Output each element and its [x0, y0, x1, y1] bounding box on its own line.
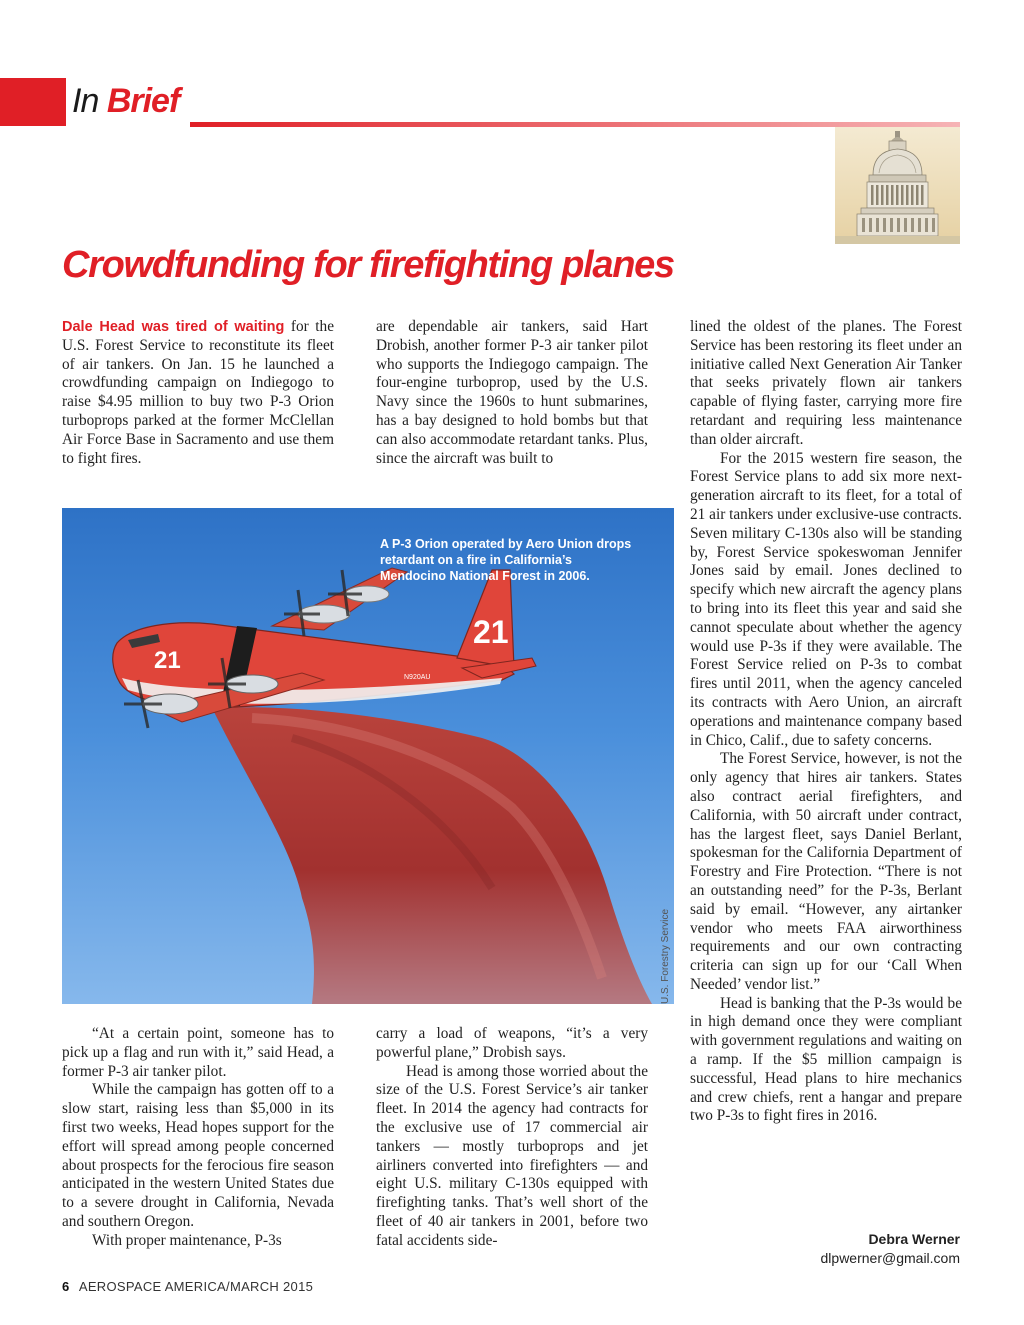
column-2-bottom — [376, 1025, 648, 1251]
publication-name: AEROSPACE AMERICA/MARCH 2015 — [78, 1279, 314, 1294]
tail-number: 21 — [473, 614, 509, 650]
column-2-top — [376, 318, 648, 468]
registration-number: N920AU — [404, 674, 431, 681]
article-paragraph: Head is banking that the P-3s would be in high demand once they were compliant with government regulations and waiting on a ramp. If the $5 million campaign is successful, Head plans to hire mechanics and crew chiefs, rent a hangar and prepare two P-3s to fight fires in 2016. — [690, 994, 962, 1125]
author-name: Debra Werner — [868, 1231, 960, 1247]
column-1-top — [62, 318, 334, 468]
article-paragraph: For the 2015 western fire season, the Forest Service plans to add six more next-generation aircraft to its fleet, for a total of 21 air tankers under exclusive-use contracts. Seven military C-130s also will be standing by, Forest Service spokeswoman Jennifer Jones said by email. Jones declined to specify which new aircraft the agency plans to bring into its fleet this year and said she cannot speculate about whether the agency would use P-3s if they were available. The Forest Service relied on P-3s to combat fires until 2011, when the agency canceled its contracts with Aero Union, an aircraft operations and maintenance company based in Chico, Calif., due to safety concerns. — [690, 449, 962, 749]
article-lead-in: Dale Head was tired of waiting — [62, 319, 285, 335]
article-paragraph: While the campaign has gotten off to a slow start, raising less than $5,000 in its first two weeks, Head hopes support for the effort will spread among people concerned about prospects for the ferocious fire season anticipated in the western United States due to a severe drought in California, Nevada and southern Oregon. — [62, 1081, 334, 1230]
section-label-in: In — [72, 82, 99, 120]
column-1-bottom — [62, 1025, 334, 1251]
photo-credit: U.S. Forestry Service — [660, 908, 671, 1004]
article-paragraph — [62, 318, 334, 468]
article-paragraph: “At a certain point, someone has to pick up a flag and run with it,” said Head, a former P-3 air tanker pilot. — [62, 1025, 334, 1080]
section-color-block — [0, 78, 66, 126]
article-photo — [62, 508, 674, 1004]
section-label-brief: Brief — [106, 82, 180, 120]
capitol-dome-icon — [835, 127, 960, 244]
article-paragraph: are dependable air tankers, said Hart Drobish, another former P-3 air tanker pilot who supports the Indiegogo campaign. The four-engine turboprop, used by the U.S. Navy since the 1960s to hunt submarines, has a bay designed to hold bombs but that can also accommodate retardant tanks. Plus, since the aircraft was built to — [376, 318, 648, 467]
photo-caption: A P-3 Orion operated by Aero Union drops retardant on a fire in California’s Mendocino National Forest in 2006. — [380, 537, 632, 583]
article-text: for the U.S. Forest Service to reconstitute its fleet of air tankers. On Jan. 15 he launched a crowdfunding campaign on Indiegogo to raise $4.95 million to buy two P-3 Orion turboprops parked at the former McClellan Air Force Base in Sacramento and use them to fight fires. — [62, 318, 334, 467]
article-paragraph: carry a load of weapons, “it’s a very powerful plane,” Drobish says. — [376, 1025, 648, 1061]
column-3 — [690, 318, 962, 1126]
article-paragraph: lined the oldest of the planes. The Forest Service has been restoring its fleet under an initiative called Next Generation Air Tanker that seeks privately flown air tankers capable of flying faster, carrying more fire retardant and requiring less maintenance than older aircraft. — [690, 318, 962, 448]
article-paragraph: The Forest Service, however, is not the only agency that hires air tankers. States also contract aerial firefighters, and California, with 50 aircraft under contract, has the largest fleet, says Daniel Berlant, spokesman for the California Department of Forestry and Fire Protection. “There is not an outstanding need” for the P-3s, Berlant said by email. “However, any airtanker vendor who meets FAA airworthiness requirements and our own contracting criteria can sign up for our ‘Call When Needed’ vendor list.” — [690, 750, 962, 993]
author-email[interactable]: dlpwerner@gmail.com — [820, 1250, 960, 1266]
nose-number: 21 — [154, 647, 181, 674]
author-signature — [821, 1230, 960, 1268]
section-label — [72, 76, 179, 126]
page-number: 6 — [62, 1279, 70, 1294]
article-paragraph: Head is among those worried about the size of the U.S. Forest Service’s air tanker fleet. In 2014 the agency had contracts for the exclusive use of 17 commercial air tankers — mostly turboprops and jet airliners converted into firefighters — and eight U.S. military C-130s equipped with firefighting tanks. That’s well short of the fleet of 40 air tankers in 2001, before two fatal accidents side- — [376, 1062, 648, 1249]
article-paragraph: With proper maintenance, P-3s — [92, 1231, 282, 1249]
article-headline: Crowdfunding for firefighting planes — [62, 244, 674, 286]
page-footer — [62, 1279, 313, 1294]
